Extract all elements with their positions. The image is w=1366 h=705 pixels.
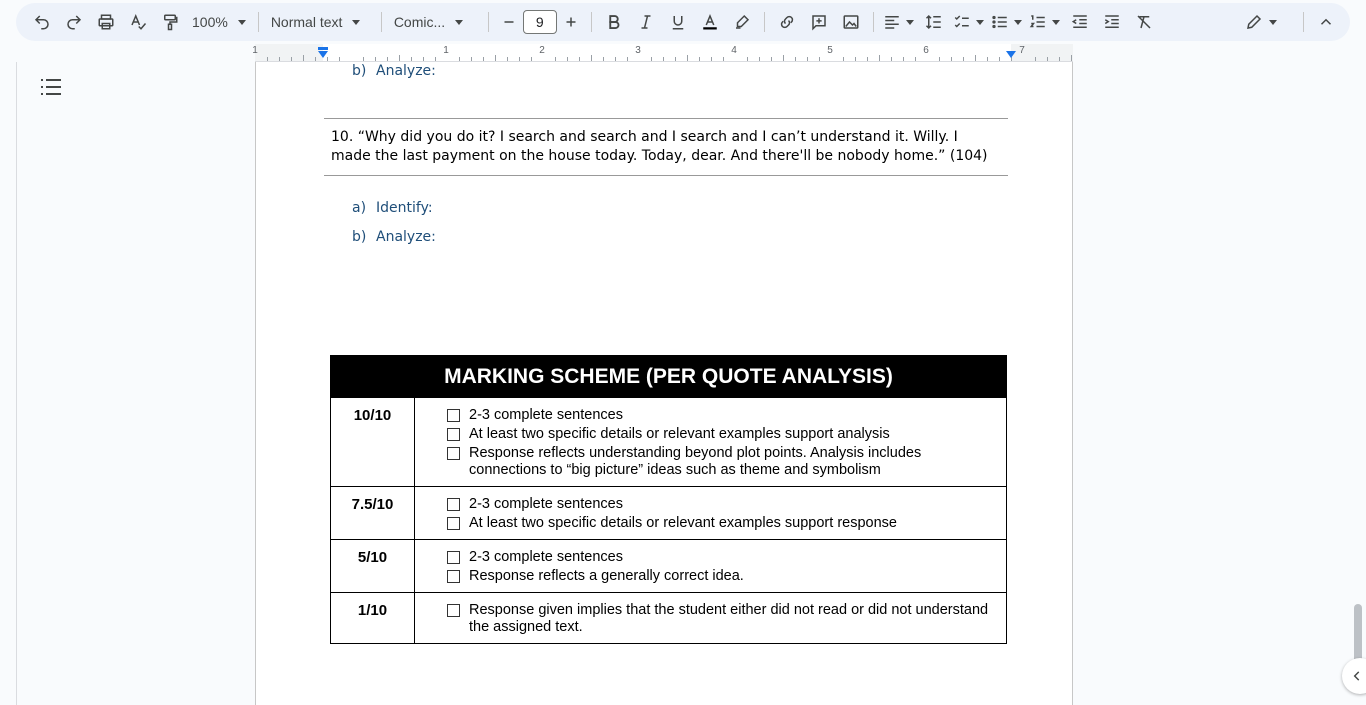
ruler-label: 2 [539, 45, 545, 56]
document-outline-icon[interactable] [40, 77, 62, 97]
side-panel-toggle-button[interactable] [1342, 658, 1366, 694]
ruler-tick [627, 57, 628, 61]
checkbox-icon[interactable] [447, 447, 460, 460]
ruler-tick [903, 57, 904, 61]
numbered-list-icon[interactable] [1026, 8, 1050, 36]
chevron-down-icon [455, 20, 463, 25]
bulleted-list-icon[interactable] [988, 8, 1012, 36]
ruler-tick [1059, 57, 1060, 61]
criterion-item [447, 515, 998, 532]
ruler-tick [363, 57, 364, 61]
criteria-cell [415, 593, 1006, 643]
ruler-tick [975, 55, 976, 61]
score-cell: 7.5/10 [331, 487, 415, 539]
list-label: a) [352, 200, 367, 216]
toolbar-divider [381, 12, 382, 32]
ruler-tick [279, 57, 280, 61]
criteria-cell [415, 487, 1006, 539]
criterion-text: At least two specific details or relevant examples support analysis [469, 426, 890, 442]
criteria-cell [415, 540, 1006, 592]
criteria-cell [415, 398, 1006, 486]
ruler-tick [951, 57, 952, 61]
increase-font-size-button[interactable] [557, 8, 585, 36]
ruler-tick [999, 57, 1000, 61]
toolbar [16, 3, 1350, 41]
ruler-tick [615, 57, 616, 61]
toolbar-divider [873, 12, 874, 32]
table-row [331, 592, 1006, 643]
ruler-tick [315, 57, 316, 61]
toolbar-divider [1303, 12, 1304, 32]
ruler-label: 1 [252, 45, 258, 56]
criterion-text: 2-3 complete sentences [469, 407, 623, 423]
ruler-tick [483, 57, 484, 61]
criterion-text: 2-3 complete sentences [469, 496, 623, 512]
table-row [331, 486, 1006, 539]
analyze-line[interactable] [352, 229, 436, 245]
zoom-value: 100% [192, 14, 228, 30]
criterion-text: 2-3 complete sentences [469, 549, 623, 565]
bold-icon[interactable] [598, 8, 630, 36]
paragraph-style-value: Normal text [270, 14, 343, 30]
ruler-tick [819, 57, 820, 61]
ruler-tick [603, 57, 604, 61]
ruler-tick [507, 57, 508, 61]
ruler-tick [795, 57, 796, 61]
criterion-item [447, 407, 998, 424]
highlight-icon[interactable] [726, 8, 758, 36]
ruler-tick [987, 57, 988, 61]
ruler-tick [723, 57, 724, 61]
criterion-item [447, 445, 998, 479]
ruler-tick [423, 57, 424, 61]
ruler-margin-left [255, 44, 323, 61]
checkbox-icon[interactable] [447, 498, 460, 511]
toolbar-divider [258, 12, 259, 32]
underline-icon[interactable] [662, 8, 694, 36]
editing-mode-pencil-icon[interactable] [1241, 8, 1267, 36]
criterion-item [447, 549, 998, 566]
ruler-tick [411, 57, 412, 61]
font-dropdown[interactable] [388, 8, 482, 36]
ruler-tick [915, 57, 916, 61]
criterion-item [447, 568, 998, 585]
criterion-item [447, 602, 998, 636]
left-indent-marker[interactable] [318, 51, 328, 58]
ruler-tick [531, 57, 532, 61]
criterion-text: Response given implies that the student either did not read or did not understand the assigned text. [469, 602, 989, 635]
ruler-tick [591, 55, 592, 61]
ruler-tick [855, 57, 856, 61]
decrease-indent-icon[interactable] [1064, 8, 1096, 36]
print-icon[interactable] [90, 8, 122, 36]
undo-icon[interactable] [26, 8, 58, 36]
ruler-tick [1035, 57, 1036, 61]
chevron-down-icon[interactable] [906, 20, 914, 25]
identify-line[interactable] [352, 200, 433, 216]
ruler-label: 5 [827, 45, 833, 56]
checkbox-icon[interactable] [447, 551, 460, 564]
align-icon[interactable] [880, 8, 904, 36]
right-indent-marker[interactable] [1006, 51, 1016, 58]
insert-image-icon[interactable] [835, 8, 867, 36]
marking-scheme-table[interactable] [330, 355, 1007, 644]
chevron-down-icon [238, 20, 246, 25]
ruler-tick [711, 57, 712, 61]
ruler-tick [267, 57, 268, 61]
ruler-tick [567, 57, 568, 61]
increase-indent-icon[interactable] [1096, 8, 1128, 36]
ruler-tick [783, 55, 784, 61]
add-comment-icon[interactable] [803, 8, 835, 36]
vertical-scrollbar[interactable] [1354, 604, 1362, 664]
ruler[interactable] [252, 44, 1073, 62]
ruler-label: 7 [1019, 45, 1025, 56]
criterion-text: Response reflects understanding beyond plot points. Analysis includes connections to “big picture” ideas such as theme and symbolism [469, 445, 922, 478]
chevron-down-icon[interactable] [1014, 20, 1022, 25]
list-label: b) [352, 63, 367, 79]
checklist-icon[interactable] [950, 8, 974, 36]
ruler-tick [1047, 57, 1048, 61]
analyze-text: Analyze: [376, 229, 436, 245]
criterion-text: At least two specific details or relevant examples support response [469, 515, 897, 531]
ruler-tick [435, 57, 436, 61]
ruler-tick [399, 55, 400, 61]
ruler-tick [291, 57, 292, 61]
link-icon[interactable] [771, 8, 803, 36]
ruler-tick [699, 57, 700, 61]
toolbar-divider [488, 12, 489, 32]
ruler-tick [675, 57, 676, 61]
ruler-tick [843, 57, 844, 61]
outline-panel-border [16, 62, 17, 705]
ruler-label: 1 [443, 45, 449, 56]
analyze-text: Analyze: [376, 63, 436, 79]
ruler-tick [303, 55, 304, 61]
chevron-down-icon[interactable] [1269, 20, 1277, 25]
ruler-tick [867, 57, 868, 61]
ruler-tick [879, 55, 880, 61]
ruler-tick [519, 57, 520, 61]
ruler-tick [963, 57, 964, 61]
ruler-tick [387, 57, 388, 61]
ruler-tick [459, 57, 460, 61]
ruler-tick [495, 55, 496, 61]
ruler-tick [651, 57, 652, 61]
chevron-down-icon[interactable] [976, 20, 984, 25]
criterion-item [447, 426, 998, 443]
ruler-tick [771, 57, 772, 61]
toolbar-divider [591, 12, 592, 32]
text-color-icon[interactable] [694, 8, 726, 36]
zoom-dropdown[interactable] [186, 8, 252, 36]
chevron-down-icon[interactable] [1052, 20, 1060, 25]
spellcheck-icon[interactable] [122, 8, 154, 36]
checkbox-icon[interactable] [447, 409, 460, 422]
score-cell: 10/10 [331, 398, 415, 486]
list-label: b) [352, 229, 367, 245]
ruler-tick [579, 57, 580, 61]
paragraph-style-dropdown[interactable] [265, 8, 375, 36]
checkbox-icon[interactable] [447, 570, 460, 583]
ruler-label: 6 [923, 45, 929, 56]
ruler-tick [375, 57, 376, 61]
ruler-tick [807, 57, 808, 61]
redo-icon[interactable] [58, 8, 90, 36]
clear-formatting-icon[interactable] [1128, 8, 1160, 36]
font-value: Comic... [393, 14, 446, 30]
quote-10[interactable]: 10. “Why did you do it? I search and search and I search and I can’t understand it. Willy. I made the last payment on the house today. Today, dear. And there'll be nobody home.” (104) [324, 118, 1008, 176]
ruler-tick [891, 57, 892, 61]
checkbox-icon[interactable] [447, 604, 460, 617]
decrease-font-size-button[interactable] [495, 8, 523, 36]
ruler-tick [759, 57, 760, 61]
collapse-menus-chevron-up-icon[interactable] [1310, 8, 1342, 36]
table-row [331, 539, 1006, 592]
ruler-tick [1071, 55, 1072, 61]
ruler-label: 3 [635, 45, 641, 56]
ruler-tick [471, 57, 472, 61]
checkbox-icon[interactable] [447, 428, 460, 441]
marking-scheme-title: MARKING SCHEME (PER QUOTE ANALYSIS) [331, 356, 1006, 397]
ruler-tick [747, 57, 748, 61]
first-line-indent-marker[interactable] [318, 47, 328, 50]
identify-text: Identify: [376, 200, 433, 216]
criterion-text: Response reflects a generally correct idea. [469, 568, 744, 584]
score-cell: 5/10 [331, 540, 415, 592]
document-page[interactable] [255, 62, 1073, 705]
italic-icon[interactable] [630, 8, 662, 36]
font-size-input[interactable]: 9 [523, 10, 557, 34]
paint-format-icon[interactable] [154, 8, 186, 36]
previous-analyze-line[interactable] [352, 63, 436, 79]
checkbox-icon[interactable] [447, 517, 460, 530]
table-row [331, 397, 1006, 486]
ruler-tick [939, 57, 940, 61]
ruler-tick [339, 57, 340, 61]
chevron-left-icon [1350, 669, 1364, 683]
line-spacing-icon[interactable] [918, 8, 950, 36]
ruler-tick [555, 57, 556, 61]
toolbar-divider [764, 12, 765, 32]
ruler-label: 4 [731, 45, 737, 56]
score-cell: 1/10 [331, 593, 415, 643]
ruler-tick [687, 55, 688, 61]
ruler-tick [663, 57, 664, 61]
criterion-item [447, 496, 998, 513]
chevron-down-icon [352, 20, 360, 25]
